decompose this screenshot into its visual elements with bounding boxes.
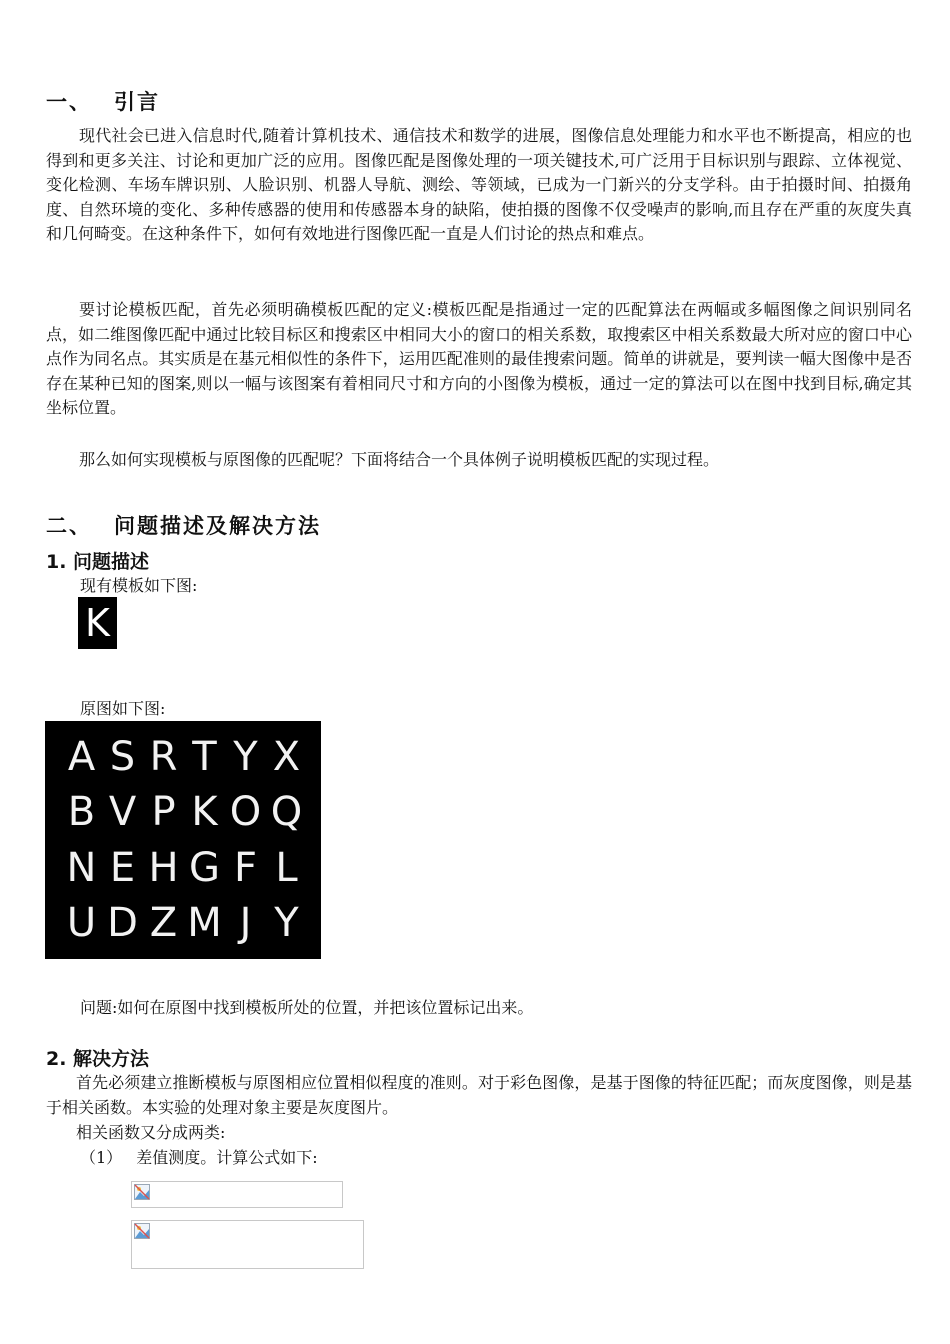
source-letter: Z xyxy=(149,900,178,947)
section1-paragraph-2: 要讨论模板匹配，首先必须明确模板匹配的定义:模板匹配是指通过一定的匹配算法在两幅或多幅图像之间识别同名点，如二维图像匹配中通过比较目标区和搜索区中相同大小的窗口的相关系数，取搜索区中相关系数最大所对应的窗口中心点作为同名点。其实质是在基元相似性的条件下，运用匹配准则的最佳搜索问题。简单的讲就是，要判读一幅大图像中是否存在某种已知的图案,则以一幅与该图案有着相同尺寸和方向的小图像为模板，通过一定的算法可以在图中找到目标,确定其坐标位置。 xyxy=(46,300,912,418)
source-letter: B xyxy=(67,789,96,836)
section2-number: 二、 xyxy=(46,514,92,538)
list-item-text: 差值测度。计算公式如下: xyxy=(136,1148,318,1167)
section2-title: 问题描述及解决方法 xyxy=(114,514,321,538)
broken-image-icon xyxy=(134,1223,150,1239)
source-letter: Q xyxy=(270,789,303,836)
source-letter: N xyxy=(66,844,97,891)
template-caption: 现有模板如下图: xyxy=(80,576,198,595)
source-letter: P xyxy=(151,789,176,836)
source-letter: S xyxy=(109,733,136,780)
source-letter: Y xyxy=(233,733,258,780)
problem-question: 问题:如何在原图中找到模板所处的位置，并把该位置标记出来。 xyxy=(80,998,534,1017)
formula-image-2 xyxy=(131,1220,364,1269)
template-letter: K xyxy=(85,601,110,645)
source-letter: G xyxy=(189,844,220,891)
source-letter: F xyxy=(233,844,257,891)
source-letter: M xyxy=(187,900,222,947)
section1-number: 一、 xyxy=(46,90,92,114)
source-letter: T xyxy=(192,733,217,780)
source-letter: V xyxy=(108,789,137,836)
section1-paragraph-3: 那么如何实现模板与原图像的匹配呢？下面将结合一个具体例子说明模板匹配的实现过程。 xyxy=(79,450,720,469)
solution-line-2: 相关函数又分成两类: xyxy=(76,1123,226,1142)
subsection-solution-title: 2. 解决方法 xyxy=(46,1048,150,1070)
source-letter: K xyxy=(191,789,218,836)
source-letter: J xyxy=(239,900,252,947)
source-letter: D xyxy=(107,900,138,947)
list-item-1 xyxy=(80,1146,318,1170)
section1-paragraph-1: 现代社会已进入信息时代,随着计算机技术、通信技术和数学的进展，图像信息处理能力和水平也不断提高，相应的也得到和更多关注、讨论和更加广泛的应用。图像匹配是图像处理的一项关键技术,可广泛用于目标识别与跟踪、立体视觉、变化检测、车场车牌识别、人脸识别、机器人导航、测绘、等领域，已成为一门新兴的分支学科。由于拍摄时间、拍摄角度、自然环境的变化、多种传感器的使用和传感器本身的缺陷，使拍摄的图像不仅受噪声的影响,而且存在严重的灰度失真和几何畸变。在这种条件下，如何有效地进行图像匹配一直是人们讨论的热点和难点。 xyxy=(46,126,912,244)
source-image xyxy=(45,721,321,959)
list-item-number: （1） xyxy=(80,1148,123,1167)
section1-title: 引言 xyxy=(114,90,160,114)
source-letter: H xyxy=(148,844,179,891)
section2-heading xyxy=(46,510,321,540)
solution-paragraph: 首先必须建立推断模板与原图相应位置相似程度的准则。对于彩色图像，是基于图像的特征匹配；而灰度图像，则是基于相关函数。本实验的处理对象主要是灰度图片。 xyxy=(46,1073,912,1117)
source-letter: R xyxy=(149,733,178,780)
formula-image-1 xyxy=(131,1181,343,1208)
source-letter: E xyxy=(109,844,136,891)
source-letter: L xyxy=(275,844,298,891)
source-letter: X xyxy=(272,733,301,780)
source-letter: Y xyxy=(274,900,299,947)
source-letter: U xyxy=(66,900,97,947)
source-letter: A xyxy=(67,733,96,780)
source-letter: O xyxy=(229,789,262,836)
broken-image-icon xyxy=(134,1184,150,1200)
subsection-problem-title: 1. 问题描述 xyxy=(46,551,150,573)
section1-heading xyxy=(46,86,160,116)
template-image xyxy=(78,597,117,649)
source-caption: 原图如下图: xyxy=(80,699,166,718)
